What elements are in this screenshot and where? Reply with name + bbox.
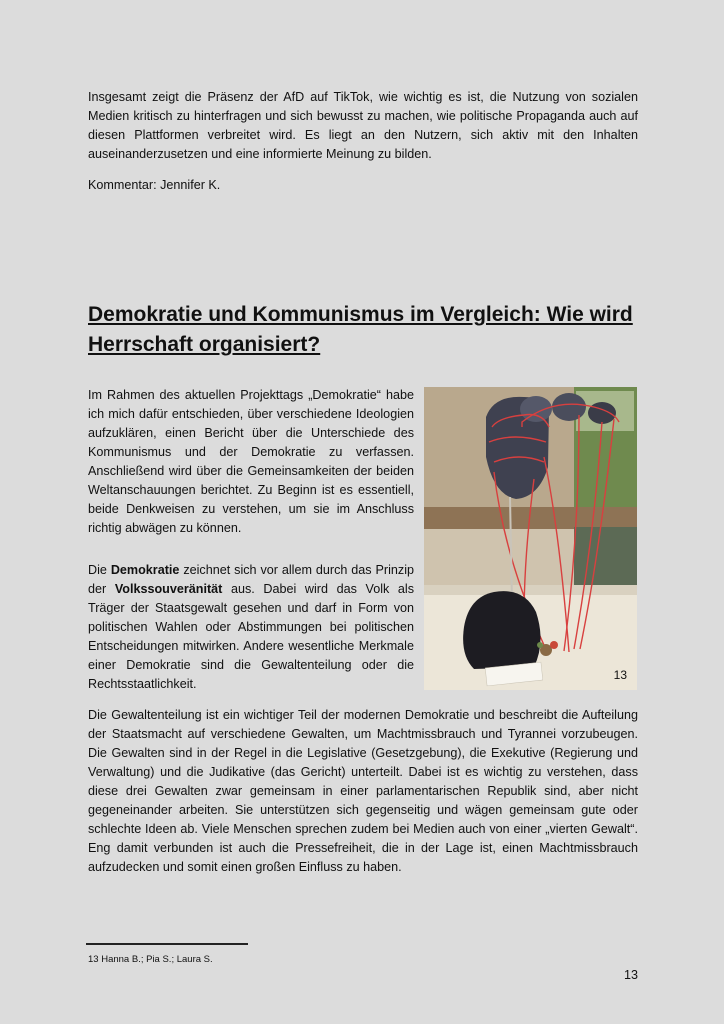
democracy-bold-term: Demokratie — [110, 563, 180, 577]
paragraph-project: Im Rahmen des aktuellen Projekttags „Demokratie“ habe ich mich dafür entschieden, über verschiedene Ideologien aufzuklären, einen Bericht über die Unterschiede des Kommunismus und der Demokratie zu verfassen. Anschließend wird über die Gemeinsamkeiten der beiden Weltanschauungen berichtet. Zu Beginn ist es essentiell, beide Denkweisen zu verstehen, um sie im Anschluss richtig abwägen zu können. — [88, 388, 414, 535]
artwork-photo — [424, 387, 637, 690]
artwork-photo-image — [424, 387, 637, 690]
section-title: Demokratie und Kommunismus im Vergleich: Wie wird Herrschaft organisiert? — [88, 303, 633, 356]
footnote-divider — [86, 943, 248, 945]
comment-author: Kommentar: Jennifer K. — [88, 178, 221, 192]
paragraph-separation-of-powers: Die Gewaltenteilung ist ein wichtiger Teil der modernen Demokratie und beschreibt die Aufteilung der Staatsmacht auf verschiedene Gewalten, um Machtmissbrauch und Tyrannei vorzubeugen. Die Gewalten sind in der Regel in die Legislative (Gesetzgebung), die Exekutive (Regierung und Verwaltung) und die Judikative (das Gericht) unterteilt. Dabei ist es wichtig zu verstehen, dass diese drei Gewalten zwar gemeinsam in einer parlamentarischen Republik sind, aber nicht gegeneinander arbeiten. Sie unterstützen sich gegenseitig und wägen gemeinsam gute oder schlechte Ideen ab. Viele Menschen sprechen zudem bei Medien auch von einer „vierten Gewalt“. Eng damit verbunden ist auch die Pressefreiheit, die in der Lage ist, einen Machtmissbrauch aufzudecken und somit einen großen Einfluss zu haben. — [88, 708, 638, 874]
democracy-text-1: Die — [88, 563, 111, 577]
photo-caption-number: 13 — [613, 668, 627, 682]
footnote: 13 Hanna B.; Pia S.; Laura S. — [88, 954, 213, 965]
paragraph-intro: Insgesamt zeigt die Präsenz der AfD auf TikTok, wie wichtig es ist, die Nutzung von sozialen Medien kritisch zu hinterfragen und sich bewusst zu machen, wie politische Propaganda auch auf diesen Plattformen verbreitet wird. Es liegt an den Nutzern, sich aktiv mit den Inhalten auseinanderzusetzen und eine informierte Meinung zu bilden. — [88, 90, 638, 161]
sovereignty-bold-term: Volkssouveränität — [114, 582, 223, 596]
paragraph-democracy — [88, 561, 414, 694]
democracy-text-2: zeichnet sich vor allem durch das Prinzip der — [88, 563, 414, 596]
page-number: 13 — [623, 968, 638, 982]
democracy-text-3: aus. Dabei wird das Volk als Träger der Staatsgewalt gesehen und darf in Form von politischen Wahlen oder Abstimmungen bei politischen Entscheidungen mitwirken. Andere wesentliche Merkmale einer Demokratie sind die Gewaltenteilung oder die Rechtsstaatlichkeit. — [88, 582, 414, 691]
